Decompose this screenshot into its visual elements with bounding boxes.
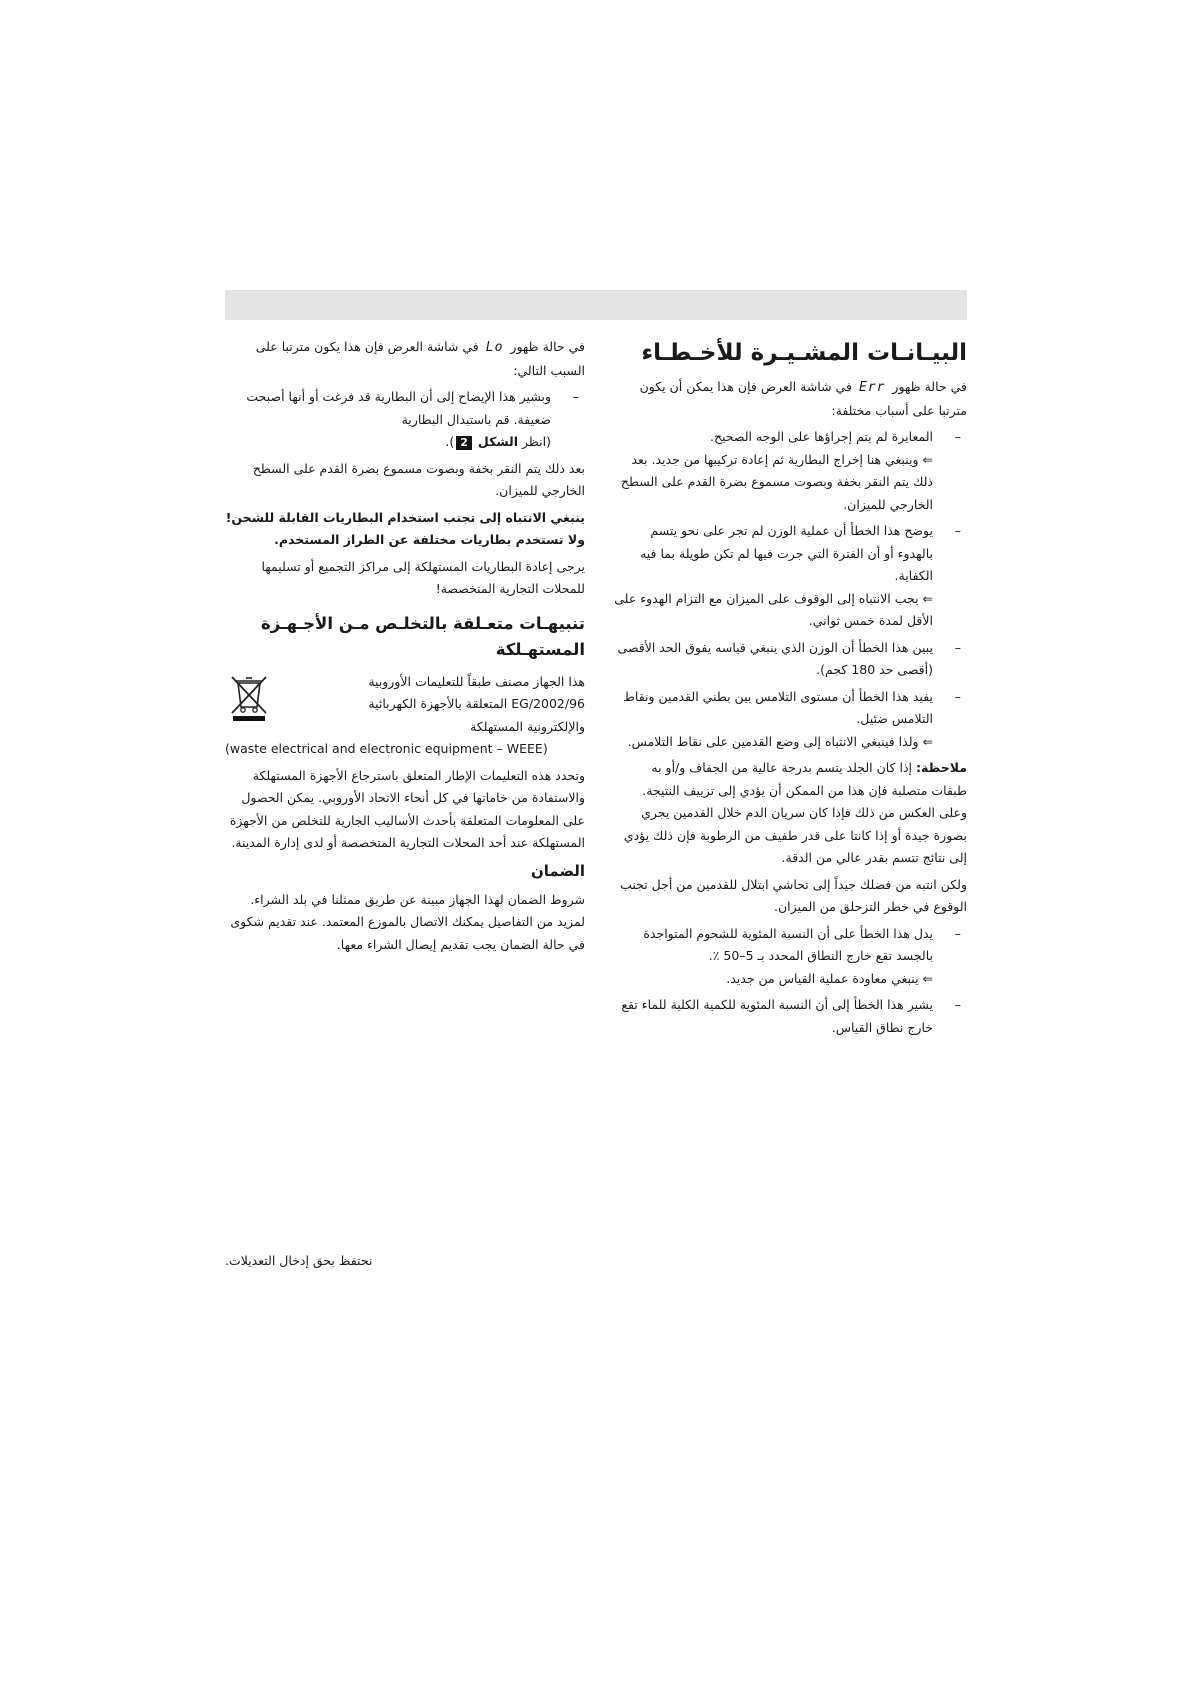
left-column — [225, 336, 585, 960]
recycle-text: يرجى إعادة البطاريات المستهلكة إلى مراكز التجميع أو تسليمها للمحلات التجارية المتخصصة! — [261, 558, 585, 596]
list-item: – يفيد هذا الخطأ أن مستوى التلامس بين بطني القدمين ونقاط التلامس ضئيل. ⇐ ولذا فينبغي الانتباه إلى وضع القدمين على نقاط التلامس. — [623, 688, 961, 749]
figure-number-badge: 2 — [456, 436, 472, 450]
footer-note: نحتفظ بحق إدخال التعديلات. — [225, 1253, 373, 1268]
note-label: ملاحظة: — [916, 760, 967, 775]
right-column — [612, 336, 967, 1043]
weee-block: هذا الجهاز مصنف طبقاً للتعليمات الأوروبية 2002/96/EG المتعلقة بالأجهزة الكهربائية والإلكترونية المستهلكة — [225, 671, 585, 739]
section-title-error-messages: البيـانـات المشـيـرة للأخـطـاء — [641, 340, 967, 366]
list-item: – يشير هذا الخطأ إلى أن النسبة المئوية للكمية الكلية للماء تقع خارج نطاق القياس. — [621, 997, 961, 1035]
err-intro: في حالة ظهور Err في شاشة العرض فإن هذا يمكن أن يكون مترتبا على أسباب مختلفة: — [639, 379, 967, 418]
list-item: – يدل هذا الخطأ على أن النسبة المئوية للشحوم المتواجدة بالجسد تقع خارج النطاق المحدد بـ 5–50 ٪. ⇐ ينبغي معاودة عملية القياس من جديد. — [643, 925, 961, 986]
figure-reference: (انظر الشكل 2). — [445, 434, 551, 449]
list-item: – المعايرة لم يتم إجراؤها على الوجه الصحيح. ⇐ وينبغي هنا إخراج البطارية ثم إعادة تركيبها من جديد. بعد ذلك يتم النقر بخفة وبصوت مسموع بضرة القدم على السطح الخارجي للميزان. — [620, 429, 961, 512]
section-title-disposal: تنبيهـات متعـلقة بالتخلـص مـن الأجـهـزة المستهـلكة — [260, 613, 585, 659]
weee-body: وتحدد هذه التعليمات الإطار المتعلق باسترجاع الأجهزة المستهلكة والاستفادة من خاماتها في كل أنحاء الاتحاد الأوروبي. يمكن الحصول على المعلومات المتعلقة بأحدث الأساليب الجارية للتخلص من الأجهزة المستهلكة عند أحد المحلات التجارية المتخصصة أو لدى إدارة المدينة. — [229, 767, 585, 850]
list-item: – وبشير هذا الإيضاح إلى أن البطارية قد فرغت أو أنها أصبحت ضعيفة. قم باستبدال البطارية (انظر الشكل 2). — [225, 386, 585, 454]
crossed-bin-icon — [229, 673, 269, 721]
err-display-code: Err — [858, 380, 886, 395]
lo-display-code: Lo — [485, 340, 504, 355]
after-battery-text: بعد ذلك يتم النقر بخفة وبصوت مسموع بضرة القدم على السطح الخارجي للميزان. — [252, 460, 585, 498]
weee-english: (waste electrical and electronic equipment – WEEE) — [225, 741, 548, 756]
list-item: – يبين هذا الخطأ أن الوزن الذي ينبغي قياسه يفوق الحد الأقصى (أقصى حد 180 كجم). — [617, 639, 961, 677]
note-paragraph-2: ولكن انتبه من فضلك جيداً إلى تحاشي ابتلال للقدمين من أجل تجنب الوقوع في خطر التزحلق من الميزان. — [620, 876, 967, 914]
section-title-warranty: الضمان — [530, 861, 585, 880]
header-bar — [225, 290, 967, 320]
battery-warning: ينبغي الانتباه إلى تجنب استخدام البطاريات القابلة للشحن! ولا تستخدم بطاريات مختلفة عن الطراز المستخدم. — [225, 509, 585, 547]
warranty-text: شروط الضمان لهذا الجهاز مبينة عن طريق ممثلنا في بلد الشراء. لمزيد من التفاصيل يمكنك الاتصال بالموزع المعتمد. عند تقديم شكوى في حالة الضمان يجب تقديم إيصال الشراء معها. — [230, 891, 585, 952]
note-paragraph: ملاحظة: إذا كان الجلد يتسم بدرجة عالية من الجفاف و/أو به طبقات متصلبة فإن هذا من الممكن أن يؤدي إلى تزييف النتيجة. وعلى العكس من ذلك فإذا كان سريان الدم خلال القدمين يجري بصورة جيدة أو إذا كانتا على قدر طفيف من الرطوبة فإن ذلك يؤدي إلى نتائج تتسم بقدر عالي من الدقة. — [623, 760, 967, 865]
lo-intro: في حالة ظهور Lo في شاشة العرض فإن هذا يكون مترتبا على السبب التالي: — [255, 339, 585, 378]
list-item: – يوضح هذا الخطأ أن عملية الوزن لم تجر على نحو يتسم بالهدوء أو أن الفترة التي جرت فيها لم تكن طويلة بما فيه الكفاية. ⇐ يجب الانتباه إلى الوقوف على الميزان مع التزام الهدوء على الأقل لمدة خمس ثواني. — [614, 523, 961, 628]
